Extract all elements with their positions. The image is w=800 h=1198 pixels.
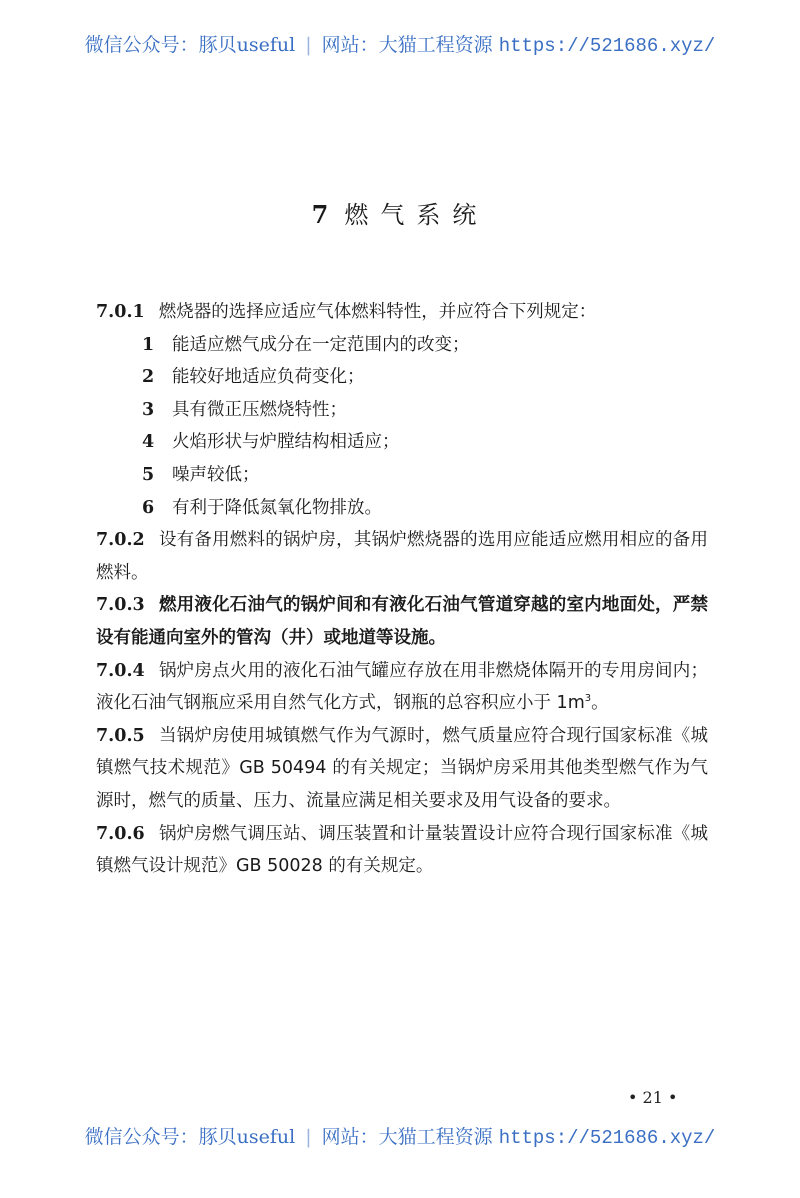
clause-text: 设有备用燃料的锅炉房，其锅炉燃烧器的选用应能适应燃用相应的备用燃料。 xyxy=(96,530,708,583)
watermark-separator: | xyxy=(305,1126,312,1148)
clause-7-0-4 xyxy=(96,655,708,720)
chapter-title-text: 燃气系统 xyxy=(344,201,489,229)
chapter-number: 7 xyxy=(311,200,329,229)
clause-text: 当锅炉房使用城镇燃气作为气源时，燃气质量应符合现行国家标准《城镇燃气技术规范》GB 50494 的有关规定；当锅炉房采用其他类型燃气作为气源时，燃气的质量、压力、流量应满足相关要求及用气设备的要求。 xyxy=(96,725,708,811)
clause-7-0-6 xyxy=(96,818,708,883)
watermark-footer xyxy=(0,1122,800,1149)
clause-number: 7.0.1 xyxy=(96,302,145,322)
item-number: 2 xyxy=(142,367,155,388)
watermark-separator: | xyxy=(305,34,312,56)
watermark-prefix: 微信公众号：豚贝useful xyxy=(84,34,296,56)
item-text: 能适应燃气成分在一定范围内的改变； xyxy=(172,334,470,355)
list-item xyxy=(96,459,708,492)
item-number: 3 xyxy=(142,399,155,420)
clause-text-tail: 。 xyxy=(591,693,609,714)
page-number: • 21 • xyxy=(628,1088,678,1107)
superscript-exponent: 3 xyxy=(584,693,592,705)
clause-number: 7.0.4 xyxy=(96,660,145,681)
item-number: 6 xyxy=(142,497,155,518)
clause-7-0-1 xyxy=(96,296,708,329)
list-item xyxy=(96,492,708,525)
item-text: 有利于降低氮氧化物排放。 xyxy=(172,497,382,518)
clause-7-0-2 xyxy=(96,524,708,589)
clause-number: 7.0.5 xyxy=(96,725,145,746)
clause-number: 7.0.3 xyxy=(96,595,145,616)
watermark-site-label: 网站：大猫工程资源 xyxy=(321,1126,493,1148)
watermark-prefix: 微信公众号：豚贝useful xyxy=(84,1126,296,1148)
item-text: 具有微正压燃烧特性； xyxy=(172,399,347,420)
item-text: 火焰形状与炉膛结构相适应； xyxy=(172,432,400,453)
list-item xyxy=(96,329,708,362)
clause-7-0-3-mandatory xyxy=(96,589,708,654)
watermark-url[interactable]: https://521686.xyz/ xyxy=(498,35,716,57)
list-item xyxy=(96,394,708,427)
watermark-site-label: 网站：大猫工程资源 xyxy=(321,34,493,56)
item-number: 1 xyxy=(142,334,155,355)
clause-7-0-5 xyxy=(96,720,708,818)
clause-number: 7.0.6 xyxy=(96,823,145,844)
watermark-url[interactable]: https://521686.xyz/ xyxy=(498,1127,716,1149)
clause-text: 燃用液化石油气的锅炉间和有液化石油气管道穿越的室内地面处，严禁设有能通向室外的管沟（井）或地道等设施。 xyxy=(96,595,708,648)
list-item xyxy=(96,426,708,459)
clause-number: 7.0.2 xyxy=(96,530,145,551)
clause-text: 锅炉房燃气调压站、调压装置和计量装置设计应符合现行国家标准《城镇燃气设计规范》GB 50028 的有关规定。 xyxy=(96,823,708,877)
item-text: 能较好地适应负荷变化； xyxy=(172,367,365,388)
chapter-title xyxy=(0,195,800,230)
clause-text: 燃烧器的选择应适应气体燃料特性，并应符合下列规定： xyxy=(158,302,597,322)
item-number: 5 xyxy=(142,464,155,485)
chapter-body xyxy=(96,296,708,883)
list-item xyxy=(96,361,708,394)
watermark-header xyxy=(0,30,800,57)
item-text: 噪声较低； xyxy=(172,464,260,485)
clause-text: 锅炉房点火用的液化石油气罐应存放在用非燃烧体隔开的专用房间内；液化石油气钢瓶应采用自然气化方式，钢瓶的总容积应小于 1m xyxy=(96,660,708,714)
item-number: 4 xyxy=(142,432,155,453)
